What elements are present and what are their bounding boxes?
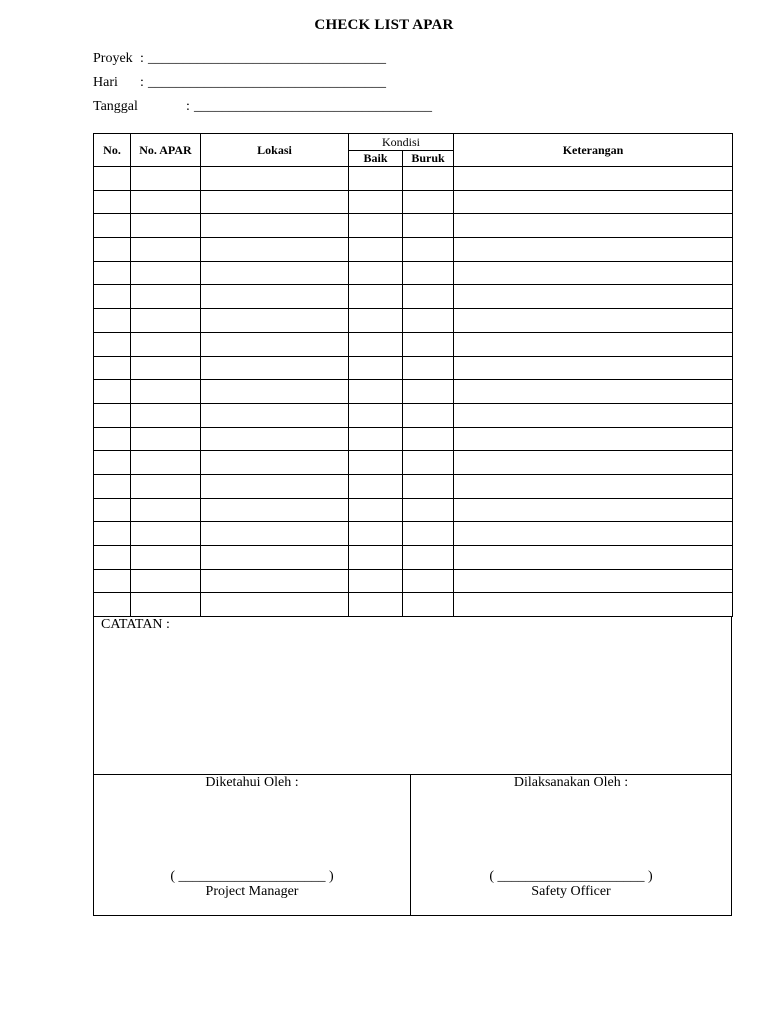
- cell-no[interactable]: [94, 238, 131, 262]
- cell-no[interactable]: [94, 380, 131, 404]
- cell-no[interactable]: [94, 427, 131, 451]
- field-line-tanggal[interactable]: __________________________________: [194, 99, 432, 114]
- cell-baik[interactable]: [349, 380, 403, 404]
- table-row: [94, 190, 733, 214]
- header-field-tanggal: [93, 99, 453, 117]
- column-header-lokasi: Lokasi: [201, 134, 349, 167]
- cell-baik[interactable]: [349, 285, 403, 309]
- cell-lokasi[interactable]: [201, 569, 349, 593]
- cell-buruk[interactable]: [403, 214, 454, 238]
- field-line-hari[interactable]: __________________________________: [148, 75, 386, 90]
- cell-lokasi[interactable]: [201, 474, 349, 498]
- cell-baik[interactable]: [349, 451, 403, 475]
- cell-no-apar[interactable]: [131, 332, 201, 356]
- cell-lokasi[interactable]: [201, 380, 349, 404]
- signature-line[interactable]: ( _____________________ ): [489, 869, 653, 884]
- field-colon: :: [140, 51, 144, 66]
- table-row: [94, 261, 733, 285]
- cell-lokasi[interactable]: [201, 309, 349, 333]
- table-row: [94, 522, 733, 546]
- cell-keterangan[interactable]: [454, 261, 733, 285]
- column-header-baik: Baik: [349, 151, 403, 167]
- cell-buruk[interactable]: [403, 427, 454, 451]
- signature-role: Safety Officer: [531, 884, 611, 899]
- cell-no[interactable]: [94, 309, 131, 333]
- cell-no[interactable]: [94, 285, 131, 309]
- cell-buruk[interactable]: [403, 356, 454, 380]
- cell-no[interactable]: [94, 214, 131, 238]
- cell-lokasi[interactable]: [201, 451, 349, 475]
- cell-baik[interactable]: [349, 261, 403, 285]
- cell-lokasi[interactable]: [201, 190, 349, 214]
- column-header-kondisi: Kondisi: [349, 134, 454, 151]
- table-row: [94, 403, 733, 427]
- cell-no-apar[interactable]: [131, 593, 201, 617]
- cell-buruk[interactable]: [403, 474, 454, 498]
- cell-no-apar[interactable]: [131, 261, 201, 285]
- cell-keterangan[interactable]: [454, 474, 733, 498]
- cell-buruk[interactable]: [403, 190, 454, 214]
- cell-lokasi[interactable]: [201, 593, 349, 617]
- table-row: [94, 285, 733, 309]
- cell-baik[interactable]: [349, 238, 403, 262]
- cell-keterangan[interactable]: [454, 451, 733, 475]
- table-body: [94, 167, 733, 617]
- cell-keterangan[interactable]: [454, 427, 733, 451]
- cell-no[interactable]: [94, 474, 131, 498]
- cell-baik[interactable]: [349, 427, 403, 451]
- cell-keterangan[interactable]: [454, 285, 733, 309]
- cell-buruk[interactable]: [403, 380, 454, 404]
- cell-lokasi[interactable]: [201, 427, 349, 451]
- cell-no-apar[interactable]: [131, 451, 201, 475]
- signature-box-executed-by: [410, 774, 732, 916]
- cell-lokasi[interactable]: [201, 214, 349, 238]
- field-label-proyek: Proyek: [93, 51, 133, 66]
- cell-buruk[interactable]: [403, 309, 454, 333]
- cell-buruk[interactable]: [403, 522, 454, 546]
- column-header-no-apar: No. APAR: [131, 134, 201, 167]
- table-row: [94, 546, 733, 570]
- cell-keterangan[interactable]: [454, 332, 733, 356]
- apar-checklist-table: [93, 133, 733, 617]
- cell-no-apar[interactable]: [131, 356, 201, 380]
- notes-box[interactable]: [93, 616, 732, 775]
- cell-keterangan[interactable]: [454, 569, 733, 593]
- cell-baik[interactable]: [349, 167, 403, 191]
- cell-buruk[interactable]: [403, 403, 454, 427]
- cell-baik[interactable]: [349, 309, 403, 333]
- cell-lokasi[interactable]: [201, 403, 349, 427]
- cell-no-apar[interactable]: [131, 474, 201, 498]
- cell-keterangan[interactable]: [454, 522, 733, 546]
- cell-baik[interactable]: [349, 498, 403, 522]
- cell-baik[interactable]: [349, 403, 403, 427]
- signature-heading: Dilaksanakan Oleh :: [513, 775, 629, 790]
- cell-no[interactable]: [94, 498, 131, 522]
- cell-baik[interactable]: [349, 546, 403, 570]
- cell-lokasi[interactable]: [201, 167, 349, 191]
- cell-keterangan[interactable]: [454, 403, 733, 427]
- table-row: [94, 380, 733, 404]
- cell-keterangan[interactable]: [454, 214, 733, 238]
- column-header-buruk: Buruk: [403, 151, 454, 167]
- cell-baik[interactable]: [349, 474, 403, 498]
- cell-baik[interactable]: [349, 214, 403, 238]
- field-line-proyek[interactable]: __________________________________: [148, 51, 386, 66]
- signature-heading: Diketahui Oleh :: [205, 775, 299, 790]
- cell-lokasi[interactable]: [201, 332, 349, 356]
- cell-buruk[interactable]: [403, 238, 454, 262]
- cell-no[interactable]: [94, 569, 131, 593]
- cell-no[interactable]: [94, 451, 131, 475]
- signature-role: Project Manager: [205, 884, 299, 899]
- cell-no-apar[interactable]: [131, 380, 201, 404]
- cell-no-apar[interactable]: [131, 214, 201, 238]
- table-row: [94, 498, 733, 522]
- cell-lokasi[interactable]: [201, 498, 349, 522]
- cell-baik[interactable]: [349, 356, 403, 380]
- cell-keterangan[interactable]: [454, 238, 733, 262]
- table-row: [94, 451, 733, 475]
- cell-no-apar[interactable]: [131, 309, 201, 333]
- cell-keterangan[interactable]: [454, 593, 733, 617]
- signature-line[interactable]: ( _____________________ ): [170, 869, 334, 884]
- cell-no-apar[interactable]: [131, 569, 201, 593]
- cell-no[interactable]: [94, 332, 131, 356]
- cell-no[interactable]: [94, 190, 131, 214]
- cell-no-apar[interactable]: [131, 238, 201, 262]
- header-field-hari: [93, 75, 413, 93]
- table-row: [94, 569, 733, 593]
- column-header-keterangan: Keterangan: [454, 134, 733, 167]
- cell-keterangan[interactable]: [454, 498, 733, 522]
- cell-buruk[interactable]: [403, 167, 454, 191]
- cell-lokasi[interactable]: [201, 356, 349, 380]
- table-row: [94, 167, 733, 191]
- cell-no[interactable]: [94, 522, 131, 546]
- cell-baik[interactable]: [349, 332, 403, 356]
- cell-no-apar[interactable]: [131, 427, 201, 451]
- field-label-hari: Hari: [93, 75, 118, 90]
- cell-keterangan[interactable]: [454, 309, 733, 333]
- form-title: CHECK LIST APAR: [314, 17, 454, 33]
- table-row: [94, 214, 733, 238]
- notes-label: CATATAN :: [101, 617, 170, 632]
- cell-buruk[interactable]: [403, 593, 454, 617]
- field-colon: :: [186, 99, 190, 114]
- cell-no[interactable]: [94, 546, 131, 570]
- table-row: [94, 427, 733, 451]
- field-label-tanggal: Tanggal: [93, 99, 138, 114]
- cell-no-apar[interactable]: [131, 167, 201, 191]
- cell-baik[interactable]: [349, 593, 403, 617]
- cell-buruk[interactable]: [403, 285, 454, 309]
- field-colon: :: [140, 75, 144, 90]
- cell-buruk[interactable]: [403, 569, 454, 593]
- cell-keterangan[interactable]: [454, 167, 733, 191]
- cell-keterangan[interactable]: [454, 190, 733, 214]
- cell-keterangan[interactable]: [454, 380, 733, 404]
- cell-buruk[interactable]: [403, 261, 454, 285]
- header-field-proyek: [93, 51, 413, 69]
- cell-no[interactable]: [94, 167, 131, 191]
- cell-lokasi[interactable]: [201, 546, 349, 570]
- cell-no-apar[interactable]: [131, 190, 201, 214]
- cell-no-apar[interactable]: [131, 403, 201, 427]
- cell-no-apar[interactable]: [131, 546, 201, 570]
- cell-baik[interactable]: [349, 569, 403, 593]
- table-row: [94, 309, 733, 333]
- cell-lokasi[interactable]: [201, 285, 349, 309]
- cell-buruk[interactable]: [403, 332, 454, 356]
- table-row: [94, 356, 733, 380]
- cell-no[interactable]: [94, 356, 131, 380]
- cell-no-apar[interactable]: [131, 498, 201, 522]
- cell-lokasi[interactable]: [201, 261, 349, 285]
- table-row: [94, 238, 733, 262]
- cell-no[interactable]: [94, 593, 131, 617]
- cell-buruk[interactable]: [403, 498, 454, 522]
- cell-buruk[interactable]: [403, 546, 454, 570]
- cell-no-apar[interactable]: [131, 285, 201, 309]
- cell-baik[interactable]: [349, 522, 403, 546]
- cell-keterangan[interactable]: [454, 356, 733, 380]
- table-row: [94, 332, 733, 356]
- cell-no[interactable]: [94, 261, 131, 285]
- cell-keterangan[interactable]: [454, 546, 733, 570]
- cell-lokasi[interactable]: [201, 522, 349, 546]
- table-row: [94, 474, 733, 498]
- signature-box-known-by: [93, 774, 411, 916]
- cell-lokasi[interactable]: [201, 238, 349, 262]
- cell-no[interactable]: [94, 403, 131, 427]
- cell-baik[interactable]: [349, 190, 403, 214]
- column-header-no: No.: [94, 134, 131, 167]
- cell-buruk[interactable]: [403, 451, 454, 475]
- cell-no-apar[interactable]: [131, 522, 201, 546]
- table-row: [94, 593, 733, 617]
